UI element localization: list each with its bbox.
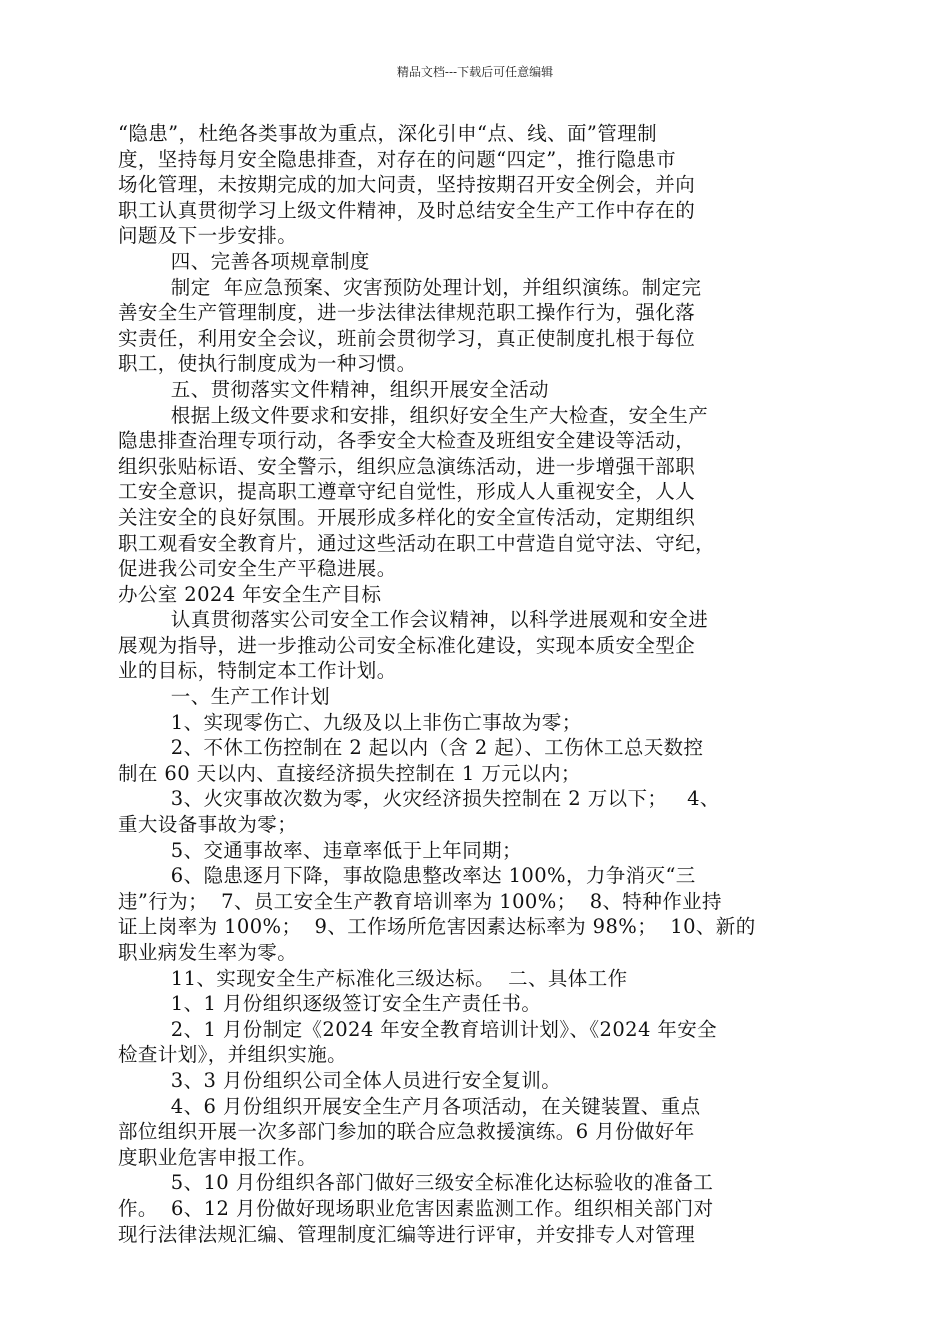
text-line: 职工，使执行制度成为一种习惯。 [118,352,417,376]
list-item: 3、火灾事故次数为零，火灾经济损失控制在 2 万以下； 4、 [118,787,720,811]
text-line: 作。 6、12 月份做好现场职业危害因素监测工作。组织相关部门对 [118,1196,714,1220]
text-line: 隐患排查治理专项行动，各季安全大检查及班组安全建设等活动， [118,429,696,453]
list-item: 2、1 月份制定《2024 年安全教育培训计划》、《2024 年安全 [118,1017,718,1041]
text-line: 部位组织开展一次多部门参加的联合应急救援演练。6 月份做好年 [118,1120,695,1144]
text-line: 场化管理，未按期完成的加大问责，坚持按期召开安全例会，并向 [118,173,696,197]
text-line: 职工认真贯彻学习上级文件精神，及时总结安全生产工作中存在的 [118,198,696,222]
text-line: 违”行为； 7、员工安全生产教育培训率为 100%； 8、特种作业持 [118,889,722,913]
list-item: 3、3 月份组织公司全体人员进行安全复训。 [118,1068,562,1092]
document-body [118,121,818,1247]
text-line: 善安全生产管理制度，进一步法律法律规范职工操作行为，强化落 [118,301,696,325]
text-line: 职业病发生率为零。 [118,941,298,964]
list-item: 1、1 月份组织逐级签订安全生产责任书。 [118,992,542,1016]
section-heading: 一、生产工作计划 [118,685,330,709]
text-line: 检查计划》，并组织实施。 [118,1043,348,1067]
list-item: 4、6 月份组织开展安全生产月各项活动，在关键装置、重点 [118,1094,701,1118]
document-subtitle: 办公室 2024 年安全生产目标 [118,582,382,606]
text-line: 度，坚持每月安全隐患排查，对存在的问题“四定”，推行隐患市 [118,147,677,171]
list-item: 6、隐患逐月下降，事故隐患整改率达 100%，力争消灭“三 [118,864,696,888]
text-line: 实责任，利用安全会议，班前会贯彻学习，真正使制度扎根于每位 [118,326,696,350]
text-line: 业的目标，特制定本工作计划。 [118,659,397,683]
list-item: 1、实现零伤亡、九级及以上非伤亡事故为零； [118,710,582,734]
text-line: 重大设备事故为零； [118,813,298,837]
page-header: 精品文档---下载后可任意编辑 [396,65,554,79]
text-line: 问题及下一步安排。 [118,224,298,248]
list-item: 2、不休工伤控制在 2 起以内（含 2 起）、工伤休工总天数控 [118,736,704,760]
text-line: 职工观看安全教育片，通过这些活动在职工中营造自觉守法、守纪， [118,531,716,555]
text-line: 制在 60 天以内、直接经济损失控制在 1 万元以内； [118,761,581,785]
text-line: 证上岗率为 100%； 9、工作场所危害因素达标率为 98%； 10、新的 [118,915,756,939]
text-line: 根据上级文件要求和安排，组织好安全生产大检查，安全生产 [118,403,709,427]
text-line: 促进我公司安全生产平稳进展。 [118,557,397,581]
text-line: 认真贯彻落实公司安全工作会议精神，以科学进展观和安全进 [118,608,709,632]
section-heading: 四、完善各项规章制度 [118,249,370,273]
section-heading: 五、贯彻落实文件精神，组织开展安全活动 [118,377,549,401]
text-line: 组织张贴标语、安全警示，组织应急演练活动，进一步增强干部职 [118,454,696,478]
list-item: 11、实现安全生产标准化三级达标。 二、具体工作 [118,966,628,990]
list-item: 5、交通事故率、违章率低于上年同期； [118,838,522,862]
text-line: 关注安全的良好氛围。开展形成多样化的安全宣传活动，定期组织 [118,505,696,529]
text-line: 展观为指导，进一步推动公司安全标准化建设，实现本质安全型企 [118,633,696,657]
text-line: 工安全意识，提高职工遵章守纪自觉性，形成人人重视安全，人人 [118,480,696,504]
text-line: “隐患”，杜绝各类事故为重点，深化引申“点、线、面”管理制 [118,122,657,145]
text-line: 制定 年应急预案、灾害预防处理计划，并组织演练。制定完 [118,275,702,299]
text-line: 现行法律法规汇编、管理制度汇编等进行评审，并安排专人对管理 [118,1222,696,1246]
list-item: 5、10 月份组织各部门做好三级安全标准化达标验收的准备工 [118,1171,714,1195]
text-line: 度职业危害申报工作。 [118,1145,318,1169]
